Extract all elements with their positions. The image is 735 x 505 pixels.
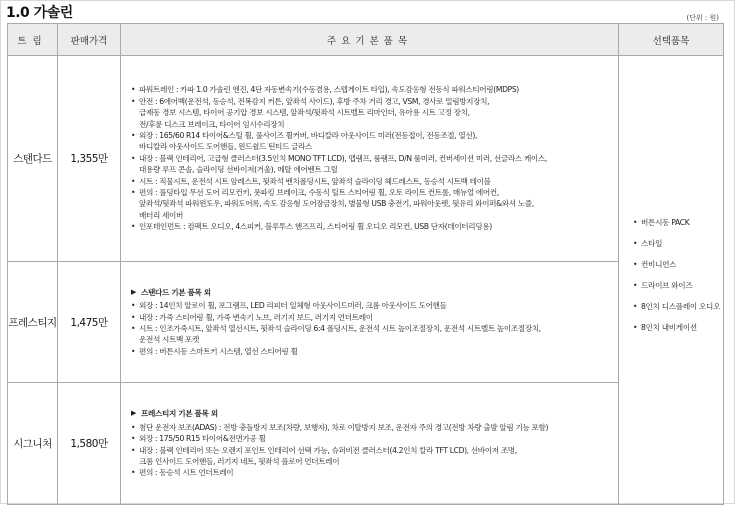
list-item: • 외장 : 14인치 알로이 휠, 포그램프, LED 리피터 일체형 아웃사이드미러, 크롬 아웃사이드 도어핸들 <box>131 301 447 311</box>
option-item: • 8인치 디스플레이 오디오 <box>633 302 721 311</box>
standard-items <box>121 262 619 383</box>
list-item: • 외장 : 165/60 R14 타이어&스틸 휠, 풀사이즈 휠커버, 바디칼라 아웃사이드 미러(전동접이, 전동조절, 열선), <box>131 130 478 140</box>
list-item: • 첨단 운전자 보조(ADAS) : 전방 충돌방지 보조(차량, 보행자), 차로 이탈방지 보조, 운전자 주의 경고(전방 차량 출발 알림 기능 포함) <box>131 422 549 432</box>
list-item: • 내장 : 가죽 스티어링 휠, 가죽 변속기 노브, 러기지 보드, 러기지 언더트레이 <box>131 312 373 322</box>
list-item: • 시트 : 인조가죽시트, 앞좌석 열선시트, 뒷좌석 슬라이딩 6:4 폴딩시트, 운전석 시트 높이조절장치, 운전석 시트벨트 높이조절장치, <box>131 324 541 333</box>
list-item: • 내장 : 블랙 인테리어 또는 오렌지 포인트 인테리어 선택 가능, 슈퍼비전 클러스터(4.2인치 칼라 TFT LCD), 선바이저 조명, <box>131 445 517 455</box>
trim-name: 프레스티지 <box>8 262 58 383</box>
option-item: • 버튼시동 PACK <box>633 218 690 227</box>
option-list <box>619 56 724 505</box>
trim-name: 스탠다드 <box>8 56 58 262</box>
header-price: 판매가격 <box>58 24 121 56</box>
list-item-continued: 대용량 루프 콘솔, 슬라이딩 선바이저(거울), 메탈 에어벤트 그릴 <box>139 165 338 175</box>
list-item: • 편의 : 동승석 시트 언더트레이 <box>131 468 234 478</box>
base-trim-note: ▶ 스탠다드 기본 품목 외 <box>131 287 211 297</box>
list-item: • 안전 : 6에어백(운전석, 동승석, 전복감지 커튼, 앞좌석 사이드), 후방 주차 거리 경고, VSM, 경사로 밀림방지장치, <box>131 96 490 106</box>
list-item: • 편의 : 버튼시동 스마트키 시스템, 열선 스티어링 휠 <box>131 346 298 356</box>
list-item-continued: 바디칼라 아웃사이드 도어핸들, 윈드쉴드 틴티드 글라스 <box>139 142 313 152</box>
table-header-row <box>8 24 724 56</box>
list-item-continued: 앞좌석/뒷좌석 파워윈도우, 파워도어록, 속도 감응형 도어잠금장치, 별물형 USB 충전기, 파워아웃렛, 뒷유리 와이퍼&와셔 노즐, <box>139 199 534 209</box>
list-item: • 파워트레인 : 카파 1.0 가솔린 엔진, 4단 자동변속기(수동겸용, 스텝게이트 타입), 속도감응형 전동식 파워스티어링(MDPS) <box>131 85 519 95</box>
list-item: • 편의 : 풀딩타입 무선 도어 리모컨키, 풋파킹 브레이크, 수동식 틸트 스티어링 휠, 오토 라이트 컨트롤, 매뉴얼 에어컨, <box>131 188 499 198</box>
unit-note: (단위 : 원) <box>686 14 719 22</box>
trim-price: 1,475만 <box>58 262 121 383</box>
list-item-continued: 배터리 세이버 <box>139 210 183 220</box>
list-item-continued: 크롬 인사이드 도어핸들, 러기지 네트, 뒷좌석 플로어 언더트레이 <box>139 456 340 466</box>
option-item: • 8인치 내비게이션 <box>633 323 697 332</box>
table-row <box>8 262 724 383</box>
list-item-continued: 전/후륜 디스크 브레이크, 타이어 임시수리장치 <box>139 119 285 129</box>
option-item: • 스타일 <box>633 239 663 248</box>
section-title: 1.0 가솔린 <box>6 5 73 21</box>
list-item: • 인포테인먼트 : 컴팩트 오디오, 4스피커, 블루투스 핸즈프리, 스티어링 휠 오디오 리모컨, USB 단자(데이터리딩용) <box>131 222 492 232</box>
header-trim: 트림 <box>8 24 58 56</box>
list-item: • 시트 : 직물시트, 운전석 시트 암레스트, 뒷좌석 벤치폴딩시트, 앞좌석 슬라이딩 헤드레스트, 동승석 시트백 테이블 <box>131 176 491 186</box>
table-row <box>8 383 724 505</box>
list-item-continued: 급제동 경보 시스템, 타이어 공기압 경보 시스템, 앞좌석/뒷좌석 시트벨트 리마인더, 유아용 시트 고정 장치, <box>139 108 470 118</box>
list-item-continued: 운전석 시트백 포켓 <box>139 335 200 345</box>
base-trim-note: ▶ 프레스티지 기본 품목 외 <box>131 409 218 419</box>
standard-items <box>121 56 619 262</box>
option-item: • 드라이브 와이즈 <box>633 281 693 290</box>
list-item: • 외장 : 175/50 R15 타이어&전면가공 휠 <box>131 434 266 444</box>
header-options: 선택품목 <box>619 24 724 56</box>
table-row <box>8 56 724 262</box>
header-items: 주요기본품목 <box>121 24 619 56</box>
trim-price: 1,580만 <box>58 383 121 505</box>
list-item: • 내장 : 블랙 인테리어, 고급형 클러스터(3.5인치 MONO TFT LCD), 맵램프, 룸램프, D/N 룸미러, 컨버세이션 미러, 선글라스 케이스, <box>131 153 547 163</box>
price-table <box>7 23 724 505</box>
trim-name: 시그니처 <box>8 383 58 505</box>
option-item: • 컨비니언스 <box>633 260 677 269</box>
standard-items <box>121 383 619 505</box>
trim-price: 1,355만 <box>58 56 121 262</box>
